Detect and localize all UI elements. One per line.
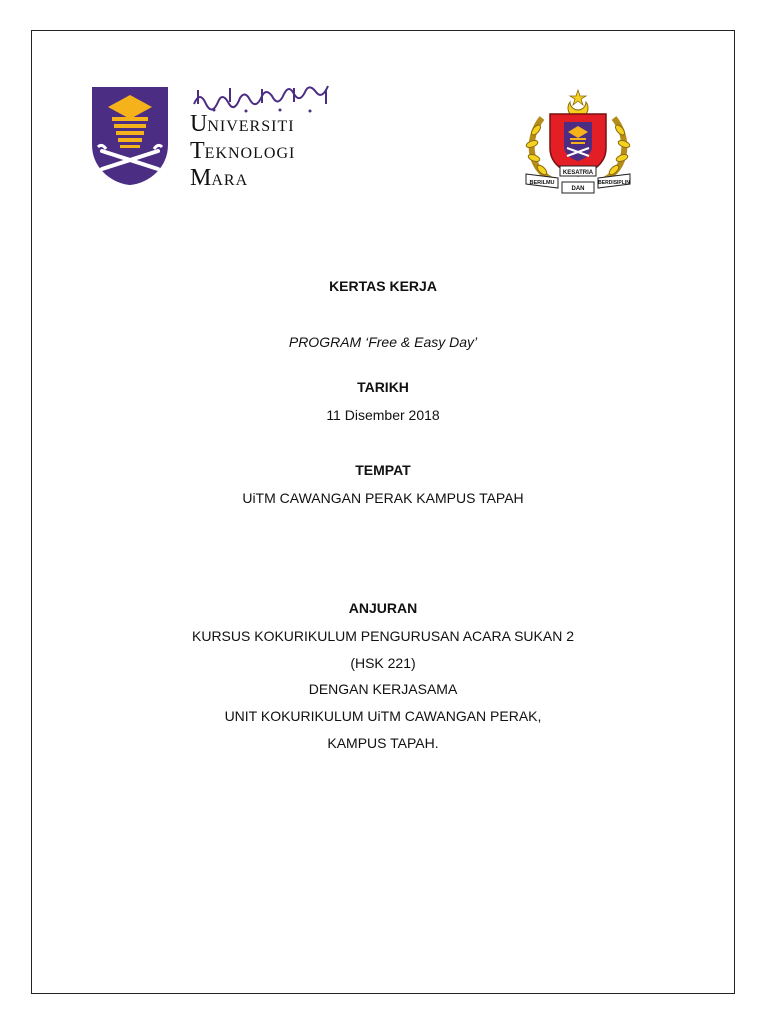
program-title: PROGRAM ‘Free & Easy Day’ (288, 334, 478, 350)
organizer-line: KAMPUS TAPAH. (327, 735, 439, 751)
uitm-name-line1: UNIVERSITI (190, 111, 295, 137)
venue-value: UiTM CAWANGAN PERAK KAMPUS TAPAH (242, 490, 524, 506)
emblem-ribbon-mid: DAN (571, 186, 585, 192)
uitm-jawi-wordmark (190, 84, 340, 114)
venue-label: TEMPAT (355, 462, 411, 478)
kesatria-emblem (522, 88, 634, 200)
emblem-ribbon-left: BERILMU (529, 180, 555, 186)
uitm-name-line3: MARA (190, 165, 249, 191)
organizer-line: KURSUS KOKURIKULUM PENGURUSAN ACARA SUKAN 2 (192, 628, 574, 644)
uitm-shield-icon (92, 87, 168, 185)
uitm-wordmark (190, 112, 295, 193)
organizer-label: ANJURAN (348, 600, 418, 616)
uitm-name-line2: TEKNOLOGI (190, 138, 296, 164)
date-label: TARIKH (357, 379, 409, 395)
organizer-line: UNIT KOKURIKULUM UiTM CAWANGAN PERAK, (224, 708, 542, 724)
organizer-line: DENGAN KERJASAMA (308, 681, 458, 697)
uitm-logo (92, 84, 342, 191)
document-heading: KERTAS KERJA (329, 278, 437, 294)
date-value: 11 Disember 2018 (326, 407, 440, 423)
emblem-ribbon-right: BERDISIPLIN (598, 180, 630, 186)
organizer-line: (HSK 221) (350, 655, 416, 671)
emblem-ribbon-top: KESATRIA (562, 170, 594, 176)
document-body (31, 278, 735, 778)
